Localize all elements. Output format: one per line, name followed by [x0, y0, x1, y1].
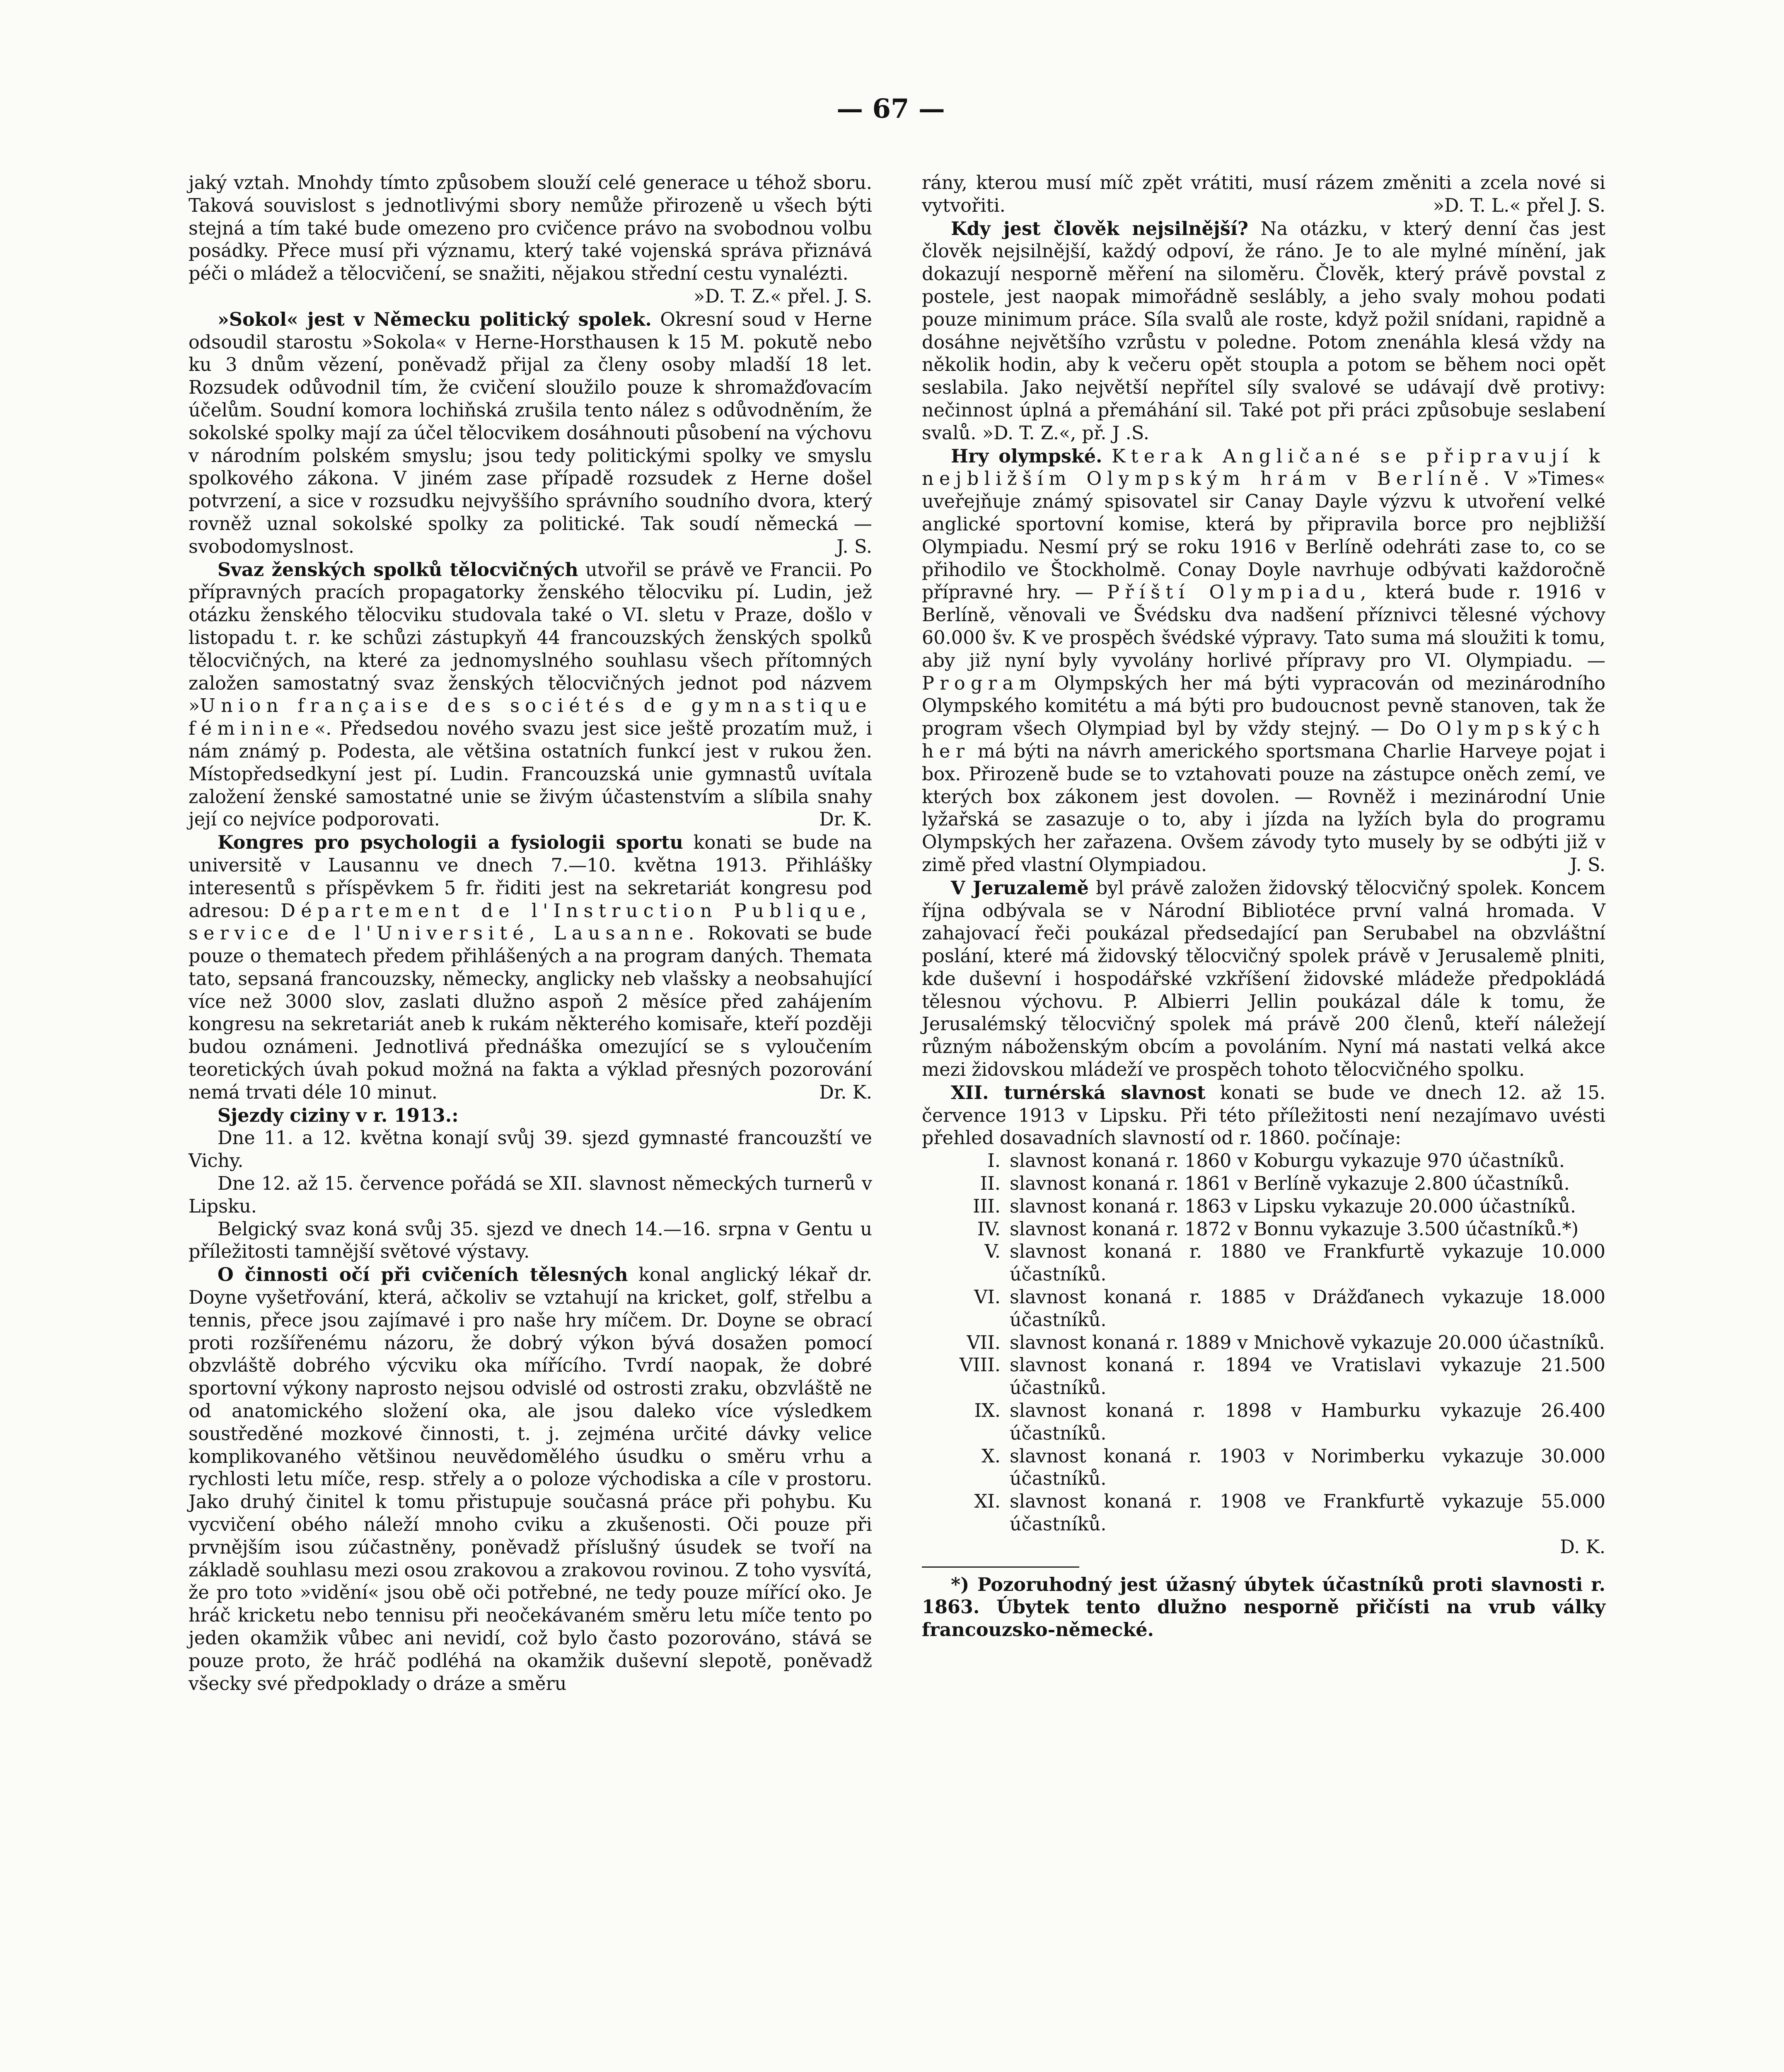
paragraph-rany — [922, 172, 1605, 218]
list-number: II. — [980, 1173, 1001, 1195]
paragraph-sjezdy-3: Belgický svaz koná svůj 35. sjezd ve dnech 14.—16. srpna v Gentu u příležitosti tamnější světové výstavy. — [189, 1218, 872, 1263]
list-number: XI. — [974, 1491, 1001, 1513]
paragraph-heading: Kdy jest člověk nejsilnější? — [951, 218, 1248, 240]
paragraph-nejsilnejsi — [922, 218, 1605, 445]
signature: Dr. K. — [819, 809, 872, 830]
paragraph-text: která bude r. 1916 v Berlíně, věnovali ve Švédsku dva nadšení příznivci tělesné výchovy 60.000 šv. K ve prospěch švédské výpravy. Tato suma má sloužiti k tomu, aby již nyní byly vyvolány horlivé přípravy pro VI. Olympiadu. — — [922, 582, 1605, 671]
list-number: IX. — [974, 1400, 1001, 1422]
paragraph-jeruzalem — [922, 877, 1605, 1082]
list-text: slavnost konaná r. 1880 ve Frankfurtě vykazuje 10.000 účastníků. — [1010, 1241, 1605, 1285]
paragraph-text: «. Předsedou nového svazu jest sice ještě prozatím muž, i nám známý p. Podesta, ale většina ostatních funkcí jest v rukou žen. Místopředsedkyní jest pí. Ludin. Francouzská unie gymnastů uvítala založení ženské samostatné unie se živým účastenstvím a slíbila snahy její co nejvíce podporovati. — [189, 718, 872, 830]
list-text: slavnost konaná r. 1889 v Mnichově vykazuje 20.000 účastníků. — [1010, 1332, 1605, 1353]
paragraph-heading: Kongres pro psychologii a fysiologii sportu — [218, 832, 683, 854]
paragraph-heading: V Jeruzalemě — [951, 877, 1089, 899]
paragraph-text: rány, kterou musí míč zpět vrátiti, musí rázem změniti a zcela nové si vytvořiti. — [922, 172, 1605, 216]
paragraph-text: Rokovati se bude pouze o thematech předem přihlášených a na program daných. Themata tato, sepsaná francouzsky, německy, anglicky neb vlašsky a neobsahující více než 3000 slov, zaslati dlužno aspoň 2 měsíce před zahájením kongresu na sekretariát aneb k rukám některého komisaře, kteří později budou oznámeni. Jednotlivá přednáška omezující se s vyloučením teoretických úvah pokud možná na fakta a výklad přesných pozorování nemá trvati déle 10 minut. — [189, 923, 872, 1103]
list-number: VIII. — [959, 1355, 1001, 1376]
list-item — [922, 1196, 1605, 1218]
list-text: slavnost konaná r. 1898 v Hamburku vykazuje 26.400 účastníků. — [1010, 1400, 1605, 1444]
paragraph-svaz-zenskych — [189, 559, 872, 832]
paragraph-text: Okresní soud v Herne odsoudil starostu »Sokola« v Herne-Horsthausen k 15 M. pokutě nebo ku 3 dnům vězení, poněvadž přijal za členy osoby mladší 18 let. Rozsudek odůvodnil tím, že cvičení sloužilo pouze k shromažďovacím účelům. Soudní komora lochiňská zrušila tento nález s odůvodněním, že sokolské spolky mají za účel tělocvikem dosáhnouti působení na výchovu v národním polském smyslu; jsou tedy politickými spolky ve smyslu spolkového zákona. V jiném zase případě rozsudek z Herne došel potvrzení, a sice v rozsudku nejvyššího správního soudního dvora, který rovněž uznal sokolské spolky za politické. Tak soudí německá — svobodomyslnost. — [189, 309, 872, 557]
paragraph-text: Olympských her má býti vypracován od mezinárodního Olympského komitétu a má býti pro budoucnost pevně stanoven, tak že program všech Olympiad byl by vždy stejný. — Do — [922, 673, 1605, 740]
list-text: slavnost konaná r. 1908 ve Frankfurtě vykazuje 55.000 účastníků. — [1010, 1491, 1605, 1535]
page-number: — 67 — — [836, 93, 945, 124]
paragraph-text: jaký vztah. Mnohdy tímto způsobem slouží celé generace u téhož sboru. Taková souvislost s jednotlivými sbory nemůže přirozeně u všech býti stejná a tím také bude omezeno pro cvičence právo na svobodnou volbu posádky. Přece musí při významu, který také vojenská správa přiznává péči o mládež a tělocvičení, se snažiti, nějakou střední cestu vynalézti. — [189, 172, 872, 285]
list-item — [922, 1286, 1605, 1332]
paragraph-generace — [189, 172, 872, 308]
list-number: X. — [981, 1445, 1001, 1467]
spaced-text: Kterak Angličané se připravují k nejbližším Olympským hrám v Berlíně. — [922, 445, 1605, 490]
signature: »D. T. Z.« přel. J. S. — [693, 286, 872, 307]
spaced-text: Příští Olympiadu, — [1107, 582, 1372, 603]
list-item — [922, 1173, 1605, 1196]
paragraph-heading: O činnosti očí při cvičeních tělesných — [218, 1264, 628, 1286]
list-text: slavnost konaná r. 1903 v Norimberku vykazuje 30.000 účastníků. — [1010, 1445, 1605, 1490]
list-text: slavnost konaná r. 1872 v Bonnu vykazuje 3.500 účastníků.*) — [1010, 1218, 1579, 1240]
paragraph-heading: Svaz ženských spolků tělocvičných — [218, 559, 578, 581]
list-item — [922, 1332, 1605, 1355]
paragraph-text: konal anglický lékař dr. Doyne vyšetřování, která, ačkoliv se vztahují na kricket, golf, střelbu a tennis, přece jsou zajímavé i pro naše hry míčem. Dr. Doyne se obrací proti rozšířenému názoru, že dobrý výkon bývá dosažen pomocí obzvláště dobrého výcviku oka mířícího. Tvrdí naopak, že dobré sportovní výkony naprosto nejsou odvislé od ostrosti zraku, obzvláště ne od anatomického složení oka, ale jsou daleko více výsledkem soustředěné mozkové činnosti, t. j. zejména určité dávky velice komplikovaného většinou neuvědomělého úsudku o směru vrhu a rychlosti letu míče, resp. střely a o poloze východiska a cíle v prostoru. Jako druhý činitel k tomu přistupuje současná práce při pohybu. Ku vycvičení obého náleží mnoho cviku a zkušenosti. Oči pouze při prvnějším isou zúčastněny, poněvadž příslušný úsudek se tvoří na základě souhlasu mezi osou zrakovou a zrakovou rovinou. Z toho vysvítá, že pro toto »vidění« jsou obě oči potřebné, ne tedy pouze mířící oko. Je hráč kricketu nebo tennisu při neočekávaném směru letu míče tento po jeden okamžik vůbec ani nevidí, což bylo často pozorováno, stává se pouze proto, že hráč podléhá na okamžik duševní slepotě, poněvadž všecky své předpoklady o dráze a směru — [189, 1264, 872, 1694]
paragraph-sjezdy-2: Dne 12. až 15. července pořádá se XII. slavnost německých turnerů v Lipsku. — [189, 1173, 872, 1217]
list-number: VII. — [967, 1332, 1001, 1353]
right-column — [922, 172, 1605, 1641]
paragraph-text: byl právě založen židovský tělocvičný spolek. Koncem října odbývala se v Národní Bibliotéce první valná hromada. V zahajovací řeči poukázal předsedající pan Serubabel na obzvláštní poslání, které má židovský tělocvičný spolek právě v Jerusalemě plniti, kde duševní i hospodářské vzkříšení židovské mládeže předpokládá tělesnou výchovu. P. Albierri Jellin poukázal dále k tomu, že Jerusalémský tělocvičný spolek má právě 200 členů, kteří náležejí různým náboženským obcím a povoláním. Nyní má nastati velká akce mezi židovskou mládeží ve prospěch tohoto tělocvičného spolku. — [922, 877, 1605, 1081]
list-item — [922, 1400, 1605, 1445]
list-number: IV. — [977, 1218, 1001, 1240]
list-number: III. — [973, 1196, 1001, 1217]
list-item — [922, 1354, 1605, 1400]
list-text: slavnost konaná r. 1860 v Koburgu vykazuje 970 účastníků. — [1010, 1150, 1565, 1172]
signature: D. K. — [1560, 1536, 1605, 1558]
paragraph-text: Na otázku, v který denní čas jest člověk nejsilnější, každý odpoví, že ráno. Je to ale mylné mínění, jak dokazují nesporně měření na siloměru. Člověk, který právě povstal z postele, jest naopak mimořádně seslábly, a jeho svaly mohou podati pouze minimum práce. Síla svalů ale roste, když požil snídani, rapidně a dosáhne největšího vzrůstu v poledne. Potom znenáhla klesá vždy na několik hodin, aby k večeru opět stoupla a potom se během noci opět seslabila. Jako největší nepřítel síly svalové se udávají dvě protivy: nečinnost úplná a přemáhání sil. Také pot při práci způsobuje seslabení svalů. »D. T. Z.«, př. J .S. — [922, 218, 1605, 444]
signature: Dr. K. — [819, 1082, 872, 1103]
paragraph-cinnost-oci — [189, 1264, 872, 1695]
paragraph-sjezdy-1: Dne 11. a 12. května konají svůj 39. sjezd gymnasté francouzští ve Vichy. — [189, 1128, 872, 1172]
paragraph-text: V »Times« uveřejňuje známý spisovatel sir Canay Dayle výzvu k utvoření velké anglické sportovní komise, která by připravila borce pro nejbližší Olympiadu. Nesmí prý se roku 1916 v Berlíně odehráti zase to, co se přihodilo ve Štockholmě. Conay Doyle navrhuje odbývati každoročně přípravné hry. — — [922, 468, 1605, 603]
paragraph-hry-olympske — [922, 445, 1605, 877]
list-number: V. — [984, 1241, 1001, 1263]
footnote: *) Pozoruhodný jest úžasný úbytek účastníků proti slavnosti r. 1863. Úbytek tento dlužno nesporně přičísti na vrub války francouzsko-německé. — [922, 1573, 1605, 1641]
paragraph-heading: Sjezdy ciziny v r. 1913.: — [218, 1104, 459, 1126]
spaced-text: Département de l'Instruction Publique, service de l'Université, Lausanne. — [189, 900, 872, 944]
list-number: VI. — [974, 1287, 1001, 1308]
spaced-text: Union française des sociétés de gymnastique féminine — [189, 695, 872, 740]
list-text: slavnost konaná r. 1861 v Berlíně vykazuje 2.800 účastníků. — [1010, 1173, 1570, 1195]
signature: »D. T. L.« přel J. S. — [1433, 195, 1605, 216]
left-column — [189, 172, 872, 1695]
list-item — [922, 1241, 1605, 1286]
list-text: slavnost konaná r. 1885 v Drážďanech vykazuje 18.000 účastníků. — [1010, 1287, 1605, 1331]
paragraph-kongres — [189, 831, 872, 1104]
list-text: slavnost konaná r. 1863 v Lipsku vykazuje 20.000 účastníků. — [1010, 1196, 1576, 1217]
festival-list — [922, 1150, 1605, 1536]
list-number: I. — [987, 1150, 1001, 1172]
list-signature-line — [922, 1536, 1605, 1559]
paragraph-sokol — [189, 308, 872, 559]
paragraph-text: konati se bude ve dnech 12. až 15. července 1913 v Lipsku. Při této příležitosti není nezajímavo uvésti přehled dosavadních slavností od r. 1860. počínaje: — [922, 1082, 1605, 1149]
paragraph-heading: XII. turnérská slavnost — [951, 1082, 1206, 1104]
spaced-text: Program — [922, 673, 1042, 694]
paragraph-turnerska — [922, 1082, 1605, 1150]
list-text: slavnost konaná r. 1894 ve Vratislavi vykazuje 21.500 účastníků. — [1010, 1355, 1605, 1399]
list-item — [922, 1218, 1605, 1241]
footnote-divider — [922, 1566, 1079, 1568]
list-item — [922, 1491, 1605, 1536]
paragraph-heading: »Sokol« jest v Německu politický spolek. — [218, 308, 652, 330]
list-item — [922, 1445, 1605, 1491]
paragraph-sjezdy-heading — [189, 1104, 872, 1128]
signature: J. S. — [1570, 854, 1605, 876]
paragraph-text: konati se bude na universitě v Lausannu ve dnech 7.—10. května 1913. Přihlášky interesentů s příspěvkem 5 fr. řiditi jest na sekretariát kongresu pod adresou: — [189, 832, 872, 922]
list-item — [922, 1150, 1605, 1173]
paragraph-heading: Hry olympské. — [951, 445, 1102, 467]
spaced-text: Olympských her — [922, 718, 1605, 762]
paragraph-text: utvořil se právě ve Francii. Po přípravných pracích propagatorky ženského tělocviku pí. Ludin, jež otázku ženského tělocviku studovala také o VI. sletu v Praze, došlo v listopadu t. r. ke schůzi zástupkyň 44 francouzských ženských spolků tělocvičných, na které za jednomyslného souhlasu všech přítomných založen samostatný svaz ženských tělocvičných jednot pod názvem » — [189, 559, 873, 717]
paragraph-text: má býti na návrh amerického sportsmana Charlie Harveye pojat i box. Přirozeně bude se to vztahovati pouze na zástupce oněch zemí, ve kterých box zákonem jest dovolen. — Rovněž i mezinárodní Unie lyžařská se zasazuje o to, aby i jízda na lyžích byla do programu Olympských her zařazena. Ovšem závody tyto musely by se odbýti již v zimě před vlastní Olympiadou. — [922, 741, 1605, 876]
signature: J. S. — [836, 536, 872, 557]
